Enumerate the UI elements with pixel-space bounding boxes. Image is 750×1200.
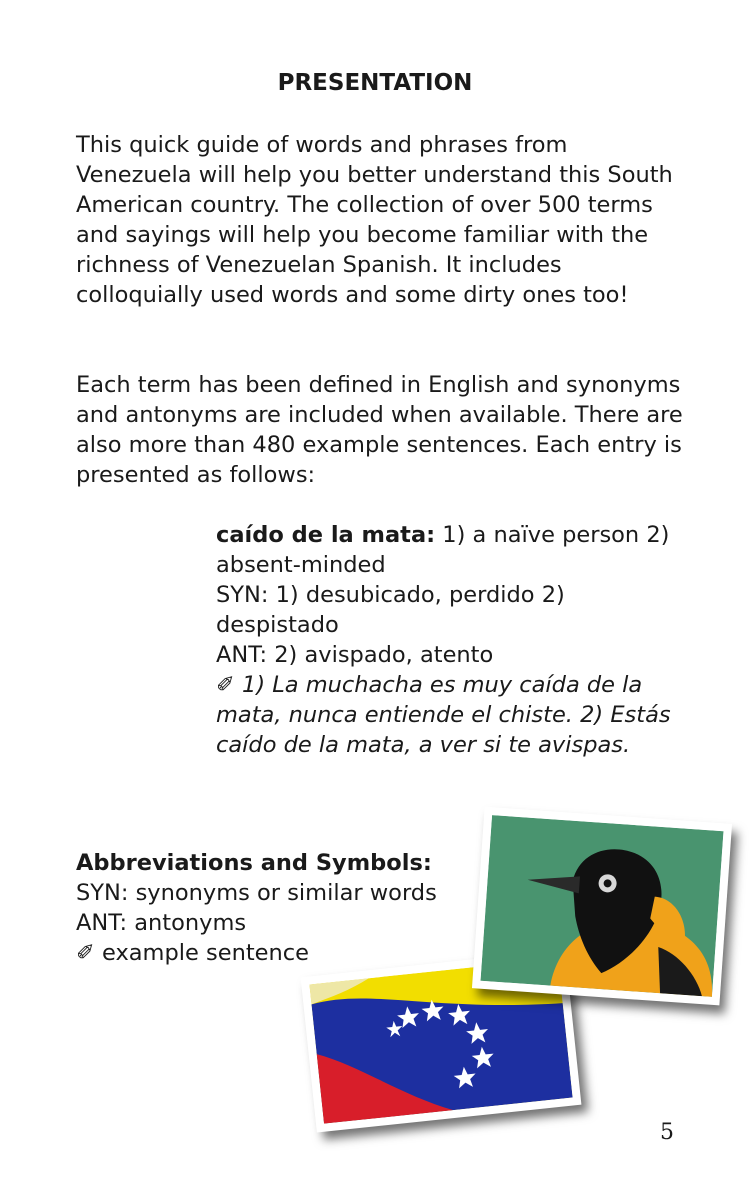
abbreviations-title: Abbreviations and Symbols:: [76, 850, 432, 876]
sample-entry: [216, 520, 686, 760]
page-title: PRESENTATION: [277, 70, 473, 96]
abbreviations-block: [76, 848, 476, 968]
pencil-icon: ✐: [76, 940, 95, 966]
entry-headword: caído de la mata:: [216, 522, 436, 548]
intro-paragraph: This quick guide of words and phrases from Venezuela will help you better understand this South American country. The collection of over 500 terms and sayings will help you become familiar with the richness of Venezuelan Spanish. It includes colloquially used words and some dirty ones too!: [76, 132, 673, 308]
abbreviation-example: example sentence: [94, 940, 309, 966]
entry-definition: 1) a naïve person 2) absent-minded: [216, 522, 670, 578]
pencil-icon: ✐: [216, 672, 235, 698]
entry-antonyms: ANT: 2) avispado, atento: [216, 642, 494, 668]
troupial-bird-image: [480, 815, 723, 997]
entry-synonyms: SYN: 1) desubicado, perdido 2) despistado: [216, 582, 565, 638]
abbreviation-syn: SYN: synonyms or similar words: [76, 880, 437, 906]
page-number: 5: [660, 1120, 674, 1145]
entry-example: 1) La muchacha es muy caída de la mata, nunca entiende el chiste. 2) Estás caído de la mata, a ver si te avispas.: [216, 672, 671, 758]
abbreviation-ant: ANT: antonyms: [76, 910, 247, 936]
entry-description-paragraph: Each term has been defined in English and synonyms and antonyms are included when available. There are also more than 480 example sentences. Each entry is presented as follows:: [76, 372, 683, 488]
bird-photo: [472, 807, 732, 1006]
